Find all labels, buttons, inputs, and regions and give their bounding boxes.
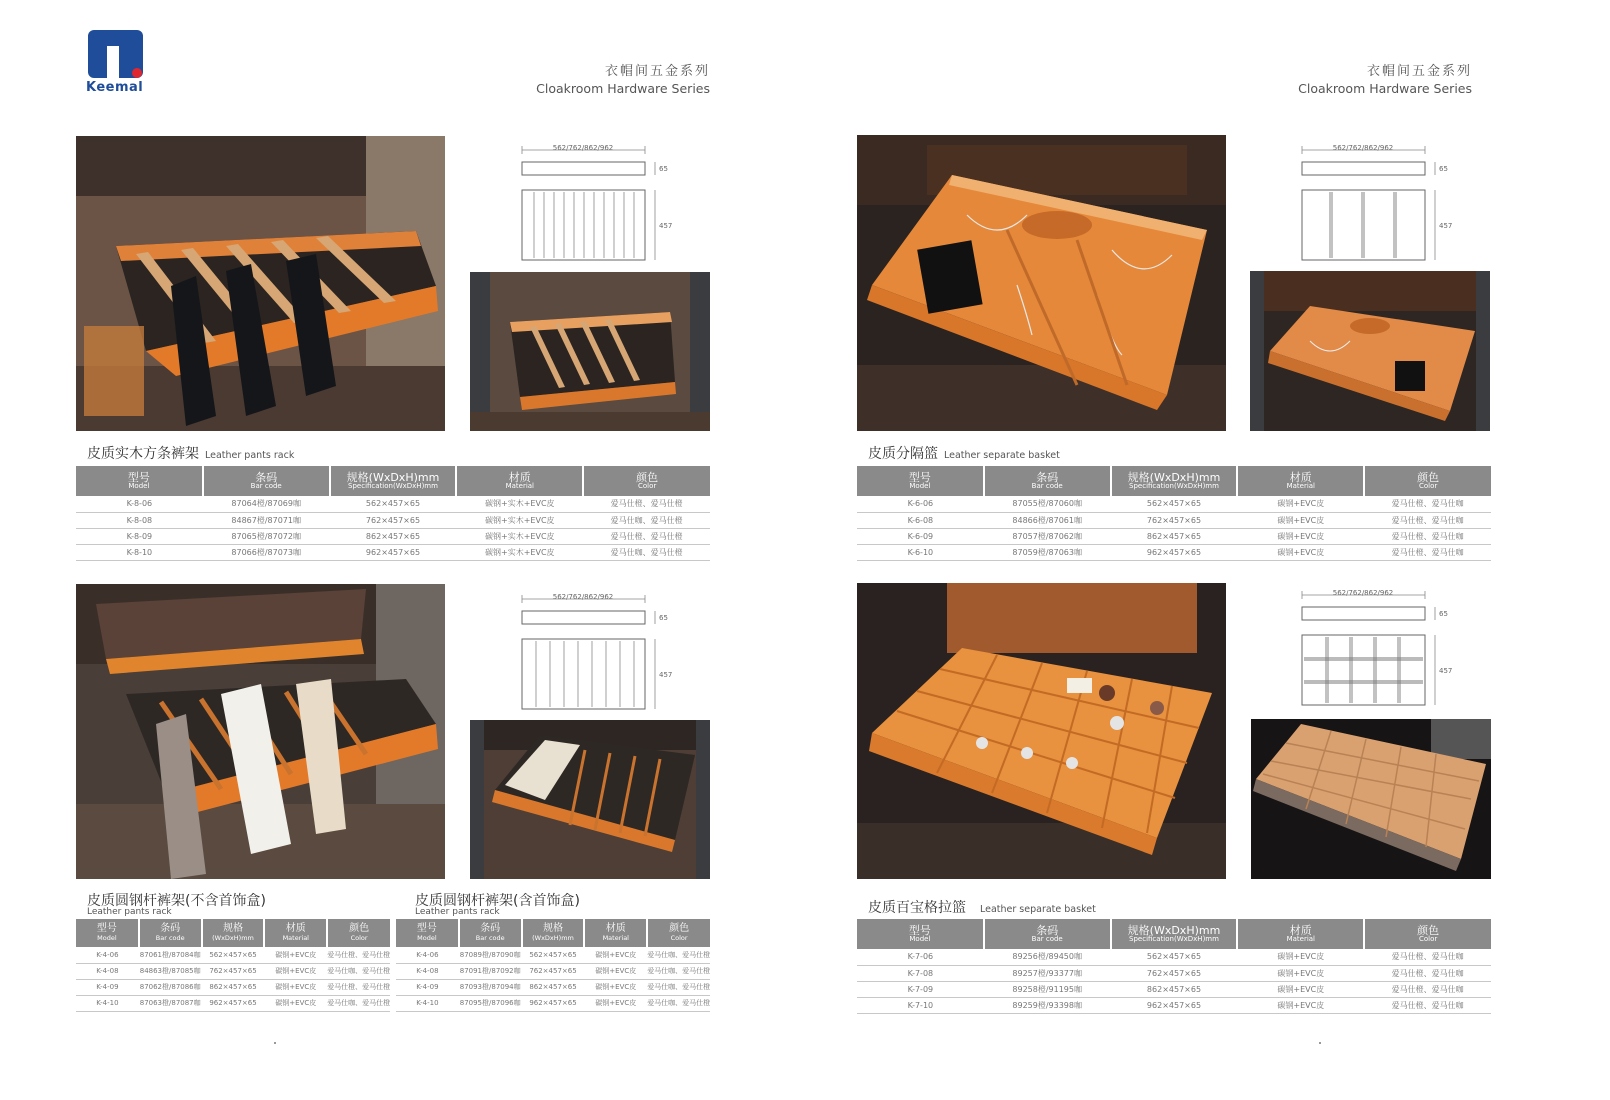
dimension-drawing-round-pants-rack — [512, 589, 702, 714]
table-cell: 89259橙/93398咖 — [984, 997, 1111, 1013]
table-row — [76, 979, 390, 995]
table-cell: 碳钢+EVC皮 — [584, 979, 647, 995]
product-title-en: Leather pants rack — [205, 450, 295, 461]
table-cell: 碳钢+EVC皮 — [264, 995, 327, 1011]
table-cell: 762×457×65 — [202, 963, 265, 979]
dimension-drawing-grid-basket — [1292, 585, 1482, 710]
table-row — [857, 528, 1491, 544]
col-header-material: 材质 Material — [1237, 919, 1364, 949]
drawing-depth-label: 457 — [659, 671, 673, 679]
table-cell: 87065橙/87072咖 — [203, 528, 330, 544]
drawing-width-label: 562/762/862/962 — [552, 144, 614, 152]
table-cell: 碳钢+实木+EVC皮 — [456, 544, 583, 560]
product-photo-grid-basket — [857, 583, 1226, 879]
product-title-en: Leather separate basket — [980, 904, 1096, 915]
table-cell: 87095橙/87096咖 — [459, 995, 522, 1011]
table-cell: 爱马仕橙、爱马仕橙 — [583, 496, 710, 512]
table-cell: K-8-09 — [76, 528, 203, 544]
table-cell: 562×457×65 — [1111, 949, 1238, 965]
table-cell: K-8-10 — [76, 544, 203, 560]
table-cell: 89258橙/91195咖 — [984, 981, 1111, 997]
table-cell: K-8-06 — [76, 496, 203, 512]
col-header-material: 材质 Material — [1237, 466, 1364, 496]
product-title-cn: 皮质圆钢杆裤架(不含首饰盒) — [87, 893, 266, 909]
col-header-model: 型号 Model — [76, 919, 139, 947]
col-header-barcode: 条码 Bar code — [459, 919, 522, 947]
table-cell: 爱马仕咖、爱马仕橙 — [583, 544, 710, 560]
table-cell: 爱马仕橙、爱马仕橙 — [327, 947, 390, 963]
table-cell: 962×457×65 — [1111, 997, 1238, 1013]
table-cell: 爱马仕橙、爱马仕橙 — [327, 979, 390, 995]
page-marker — [1319, 1042, 1321, 1044]
table-cell: 碳钢+EVC皮 — [584, 947, 647, 963]
table-row — [76, 528, 710, 544]
table-cell: 562×457×65 — [1111, 496, 1238, 512]
table-cell: 87093橙/87094咖 — [459, 979, 522, 995]
table-cell: 碳钢+EVC皮 — [1237, 528, 1364, 544]
col-header-material: 材质 Material — [584, 919, 647, 947]
product-title-cn: 皮质百宝格拉篮 — [868, 900, 966, 916]
table-cell: 碳钢+实木+EVC皮 — [456, 496, 583, 512]
col-header-color: 颜色 Color — [327, 919, 390, 947]
table-row — [857, 512, 1491, 528]
table-row — [396, 995, 710, 1011]
table-row — [857, 965, 1491, 981]
product-photo-separate-basket — [857, 135, 1226, 431]
col-header-spec: 规格(WxDxH)mm Specification(WxDxH)mm — [330, 466, 457, 496]
table-cell: 87091橙/87092咖 — [459, 963, 522, 979]
product-photo-round-pants-rack — [76, 584, 445, 879]
table-cell: K-7-10 — [857, 997, 984, 1013]
table-cell: 87055橙/87060咖 — [984, 496, 1111, 512]
table-row — [76, 544, 710, 560]
table-row — [76, 963, 390, 979]
table-row — [857, 981, 1491, 997]
product-photo-pants-rack-installed — [470, 272, 710, 431]
series-title-en: Cloakroom Hardware Series — [1298, 81, 1472, 96]
product-title-en: Leather separate basket — [944, 450, 1060, 461]
table-cell: 962×457×65 — [202, 995, 265, 1011]
drawing-width-label: 562/762/862/962 — [1332, 589, 1394, 597]
table-cell: 762×457×65 — [522, 963, 585, 979]
table-cell: 碳钢+EVC皮 — [1237, 496, 1364, 512]
table-row — [857, 544, 1491, 560]
series-title-en: Cloakroom Hardware Series — [536, 81, 710, 96]
logo-dot — [132, 68, 142, 78]
table-cell: K-4-10 — [396, 995, 459, 1011]
table-cell: K-6-08 — [857, 512, 984, 528]
table-row — [396, 947, 710, 963]
table-cell: 84863橙/87085咖 — [139, 963, 202, 979]
table-cell: 爱马仕咖、爱马仕橙 — [647, 995, 710, 1011]
product-photo-pants-rack — [76, 136, 445, 431]
table-cell: 碳钢+EVC皮 — [264, 947, 327, 963]
table-cell: K-4-09 — [76, 979, 139, 995]
spec-table-round-pants-rack — [76, 919, 390, 1012]
table-cell: K-6-09 — [857, 528, 984, 544]
product-photo-round-pants-rack-with-box — [470, 720, 710, 879]
table-cell: 爱马仕咖、爱马仕橙 — [647, 979, 710, 995]
table-cell: 碳钢+EVC皮 — [1237, 997, 1364, 1013]
product-photo-separate-basket-installed — [1250, 271, 1490, 431]
table-cell: K-4-08 — [76, 963, 139, 979]
table-cell: 爱马仕橙、爱马仕咖 — [1364, 528, 1491, 544]
product-subtitle-en: Leather pants rack — [87, 907, 172, 917]
col-header-barcode: 条码 Bar code — [203, 466, 330, 496]
table-cell: 87061橙/87084咖 — [139, 947, 202, 963]
table-cell: 87066橙/87073咖 — [203, 544, 330, 560]
table-row — [76, 995, 390, 1011]
series-header-right — [1280, 60, 1472, 96]
table-cell: 862×457×65 — [522, 979, 585, 995]
table-row — [76, 947, 390, 963]
table-cell: 962×457×65 — [1111, 544, 1238, 560]
spec-table-pants-rack — [76, 466, 710, 561]
table-cell: 862×457×65 — [1111, 528, 1238, 544]
table-cell: 爱马仕橙、爱马仕咖 — [1364, 981, 1491, 997]
col-header-color: 颜色 Color — [583, 466, 710, 496]
product-title-cn: 皮质圆钢杆裤架(含首饰盒) — [415, 893, 580, 909]
spec-table-separate-basket — [857, 466, 1491, 561]
dimension-drawing-pants-rack — [512, 140, 702, 265]
series-title-cn: 衣帽间五金系列 — [1366, 64, 1472, 79]
table-cell: 87089橙/87090咖 — [459, 947, 522, 963]
table-cell: 爱马仕橙、爱马仕咖 — [1364, 965, 1491, 981]
table-cell: 碳钢+EVC皮 — [1237, 965, 1364, 981]
table-cell: 84867橙/87071咖 — [203, 512, 330, 528]
col-header-model: 型号 Model — [857, 466, 984, 496]
table-row — [857, 496, 1491, 512]
table-cell: 爱马仕橙、爱马仕咖 — [1364, 496, 1491, 512]
col-header-color: 颜色 Color — [1364, 919, 1491, 949]
table-cell: 962×457×65 — [330, 544, 457, 560]
table-cell: K-8-08 — [76, 512, 203, 528]
page-marker — [274, 1042, 276, 1044]
col-header-model: 型号 Model — [76, 466, 203, 496]
table-cell: 89256橙/89450咖 — [984, 949, 1111, 965]
table-cell: 爱马仕咖、爱马仕橙 — [327, 995, 390, 1011]
table-cell: 84866橙/87061咖 — [984, 512, 1111, 528]
table-cell: 87057橙/87062咖 — [984, 528, 1111, 544]
table-row — [857, 997, 1491, 1013]
table-cell: 87059橙/87063咖 — [984, 544, 1111, 560]
table-cell: 762×457×65 — [1111, 512, 1238, 528]
table-cell: 862×457×65 — [202, 979, 265, 995]
table-cell: 762×457×65 — [1111, 965, 1238, 981]
table-row — [857, 949, 1491, 965]
brand-name: Keemal — [86, 80, 144, 95]
col-header-spec: 规格(WxDxH)mm Specification(WxDxH)mm — [1111, 466, 1238, 496]
table-cell: K-6-06 — [857, 496, 984, 512]
table-cell: 碳钢+EVC皮 — [1237, 949, 1364, 965]
table-cell: 爱马仕咖、爱马仕橙 — [327, 963, 390, 979]
col-header-color: 颜色 Color — [1364, 466, 1491, 496]
drawing-depth-label: 457 — [659, 222, 673, 230]
table-cell: 89257橙/93377咖 — [984, 965, 1111, 981]
table-cell: K-7-08 — [857, 965, 984, 981]
table-cell: K-7-06 — [857, 949, 984, 965]
table-cell: 爱马仕咖、爱马仕橙 — [647, 963, 710, 979]
keemal-logo — [86, 30, 146, 96]
table-cell: 碳钢+EVC皮 — [1237, 512, 1364, 528]
table-cell: 862×457×65 — [330, 528, 457, 544]
drawing-height-label: 65 — [659, 165, 668, 173]
table-cell: 碳钢+EVC皮 — [264, 979, 327, 995]
table-cell: 碳钢+EVC皮 — [584, 995, 647, 1011]
col-header-barcode: 条码 Bar code — [984, 919, 1111, 949]
drawing-width-label: 562/762/862/962 — [1332, 144, 1394, 152]
col-header-color: 颜色 Color — [647, 919, 710, 947]
table-cell: K-4-10 — [76, 995, 139, 1011]
col-header-model: 型号 Model — [857, 919, 984, 949]
table-cell: 87064橙/87069咖 — [203, 496, 330, 512]
table-cell: 爱马仕橙、爱马仕咖 — [1364, 544, 1491, 560]
product-subtitle-en: Leather pants rack — [415, 907, 500, 917]
col-header-spec: 规格(WxDxH)mm Specification(WxDxH)mm — [1111, 919, 1238, 949]
dimension-drawing-separate-basket — [1292, 140, 1482, 265]
table-cell: 爱马仕橙、爱马仕咖 — [1364, 997, 1491, 1013]
col-header-material: 材质 Material — [264, 919, 327, 947]
product-title-cn: 皮质实木方条裤架 — [87, 446, 199, 462]
product-title-cn: 皮质分隔篮 — [868, 446, 938, 462]
table-cell: 爱马仕咖、爱马仕橙 — [583, 512, 710, 528]
drawing-depth-label: 457 — [1439, 667, 1453, 675]
drawing-width-label: 562/762/862/962 — [552, 593, 614, 601]
table-cell: 碳钢+EVC皮 — [1237, 544, 1364, 560]
table-cell: 762×457×65 — [330, 512, 457, 528]
table-cell: 962×457×65 — [522, 995, 585, 1011]
table-cell: K-7-09 — [857, 981, 984, 997]
table-cell: K-4-08 — [396, 963, 459, 979]
table-row — [396, 979, 710, 995]
spec-table-round-pants-rack-with-box — [396, 919, 710, 1012]
table-cell: 爱马仕橙、爱马仕咖 — [1364, 512, 1491, 528]
col-header-model: 型号 Model — [396, 919, 459, 947]
table-cell: 爱马仕橙、爱马仕咖 — [1364, 949, 1491, 965]
table-cell: 碳钢+EVC皮 — [264, 963, 327, 979]
table-cell: 爱马仕橙、爱马仕橙 — [583, 528, 710, 544]
table-cell: 87062橙/87086咖 — [139, 979, 202, 995]
table-cell: 562×457×65 — [522, 947, 585, 963]
table-row — [76, 512, 710, 528]
drawing-height-label: 65 — [1439, 165, 1448, 173]
table-cell: 562×457×65 — [202, 947, 265, 963]
drawing-height-label: 65 — [1439, 610, 1448, 618]
col-header-barcode: 条码 Bar code — [984, 466, 1111, 496]
table-cell: 碳钢+EVC皮 — [584, 963, 647, 979]
table-cell: 碳钢+实木+EVC皮 — [456, 512, 583, 528]
table-cell: 87063橙/87087咖 — [139, 995, 202, 1011]
product-photo-grid-basket-detail — [1251, 719, 1491, 879]
product-title-pants-rack — [87, 443, 294, 463]
product-title-grid-basket — [868, 897, 1096, 917]
col-header-barcode: 条码 Bar code — [139, 919, 202, 947]
product-title-separate-basket — [868, 443, 1060, 463]
series-header-left — [520, 60, 710, 96]
col-header-material: 材质 Material — [456, 466, 583, 496]
table-row — [396, 963, 710, 979]
table-cell: 碳钢+EVC皮 — [1237, 981, 1364, 997]
series-title-cn: 衣帽间五金系列 — [604, 64, 710, 79]
table-cell: 862×457×65 — [1111, 981, 1238, 997]
table-cell: 562×457×65 — [330, 496, 457, 512]
table-cell: K-4-06 — [396, 947, 459, 963]
drawing-depth-label: 457 — [1439, 222, 1453, 230]
table-row — [76, 496, 710, 512]
col-header-spec: 规格 (WxDxH)mm — [202, 919, 265, 947]
table-cell: K-4-09 — [396, 979, 459, 995]
table-cell: K-4-06 — [76, 947, 139, 963]
table-cell: 爱马仕咖、爱马仕橙 — [647, 947, 710, 963]
table-cell: 碳钢+实木+EVC皮 — [456, 528, 583, 544]
col-header-spec: 规格 (WxDxH)mm — [522, 919, 585, 947]
table-cell: K-6-10 — [857, 544, 984, 560]
drawing-height-label: 65 — [659, 614, 668, 622]
spec-table-grid-basket — [857, 919, 1491, 1014]
